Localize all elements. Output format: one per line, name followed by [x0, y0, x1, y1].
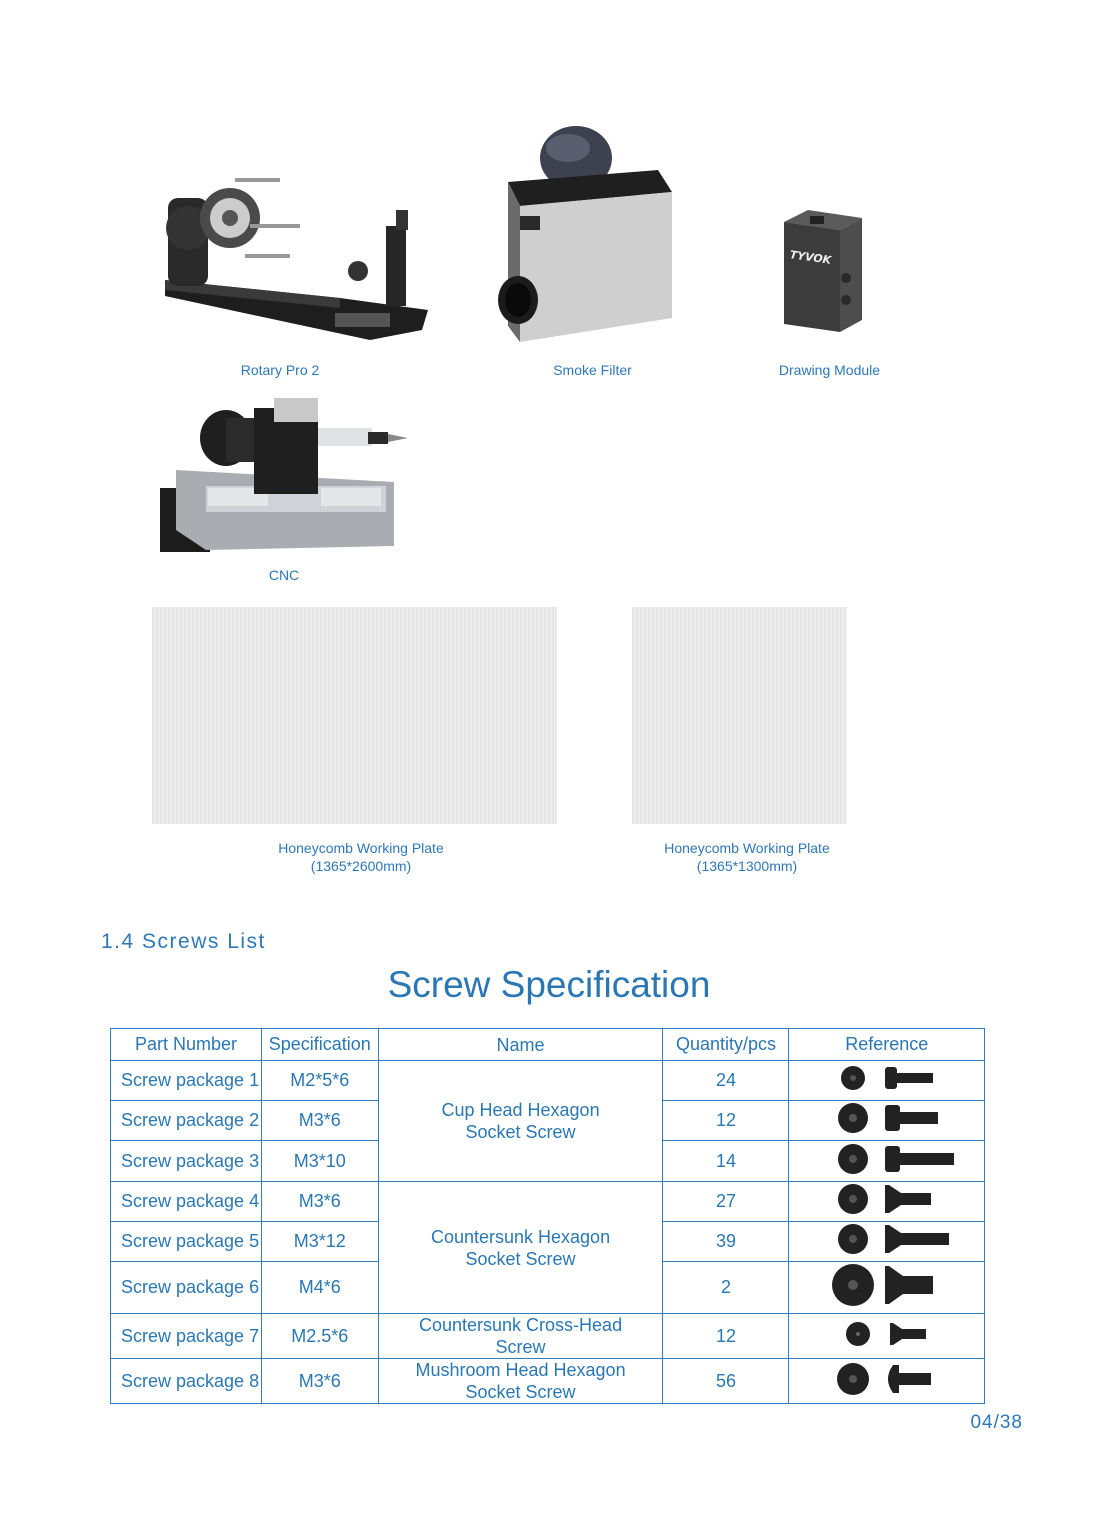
reference-cell [789, 1141, 985, 1182]
rotary-pro-2-image [160, 168, 435, 343]
header-quantity: Quantity/pcs [663, 1029, 789, 1061]
reference-cell [789, 1061, 985, 1101]
page-number: 04/38 [970, 1412, 1023, 1433]
smoke-filter-image [496, 120, 674, 345]
part-cell: Screw package 8 [111, 1359, 262, 1404]
part-cell: Screw package 3 [111, 1141, 262, 1182]
reference-cell [789, 1101, 985, 1141]
spec-cell: M3*6 [261, 1101, 378, 1141]
reference-cell [789, 1262, 985, 1314]
table-row [111, 1314, 985, 1359]
table-row [111, 1061, 985, 1101]
countersunk-screw-icon [822, 1222, 952, 1256]
part-cell: Screw package 1 [111, 1061, 262, 1101]
rotary-pro-2-caption: Rotary Pro 2 [240, 362, 320, 378]
header-reference: Reference [789, 1029, 985, 1061]
section-heading: 1.4 Screws List [101, 930, 266, 953]
tyvok-logo: TYVOK [788, 248, 833, 267]
plate-large-caption [240, 839, 482, 875]
cup-head-screw-icon [817, 1142, 957, 1176]
part-cell: Screw package 6 [111, 1262, 262, 1314]
part-cell: Screw package 7 [111, 1314, 262, 1359]
qty-cell: 12 [663, 1101, 789, 1141]
table-header-row [111, 1029, 985, 1061]
countersunk-screw-icon [827, 1182, 947, 1216]
header-specification: Specification [261, 1029, 378, 1061]
qty-cell: 56 [663, 1359, 789, 1404]
header-name: Name [378, 1029, 663, 1061]
name-cell: Cup Head Hexagon Socket Screw [378, 1061, 663, 1182]
plate-small-label: Honeycomb Working Plate [664, 840, 830, 856]
cup-head-screw-icon [827, 1062, 947, 1094]
spec-cell: M2*5*6 [261, 1061, 378, 1101]
spec-cell: M2.5*6 [261, 1314, 378, 1359]
table-row [111, 1182, 985, 1222]
spec-cell: M4*6 [261, 1262, 378, 1314]
countersunk-screw-icon [827, 1262, 947, 1308]
part-cell: Screw package 4 [111, 1182, 262, 1222]
cnc-image [156, 398, 411, 555]
mushroom-head-screw-icon [827, 1361, 947, 1397]
qty-cell: 27 [663, 1182, 789, 1222]
plate-small-size: (1365*1300mm) [696, 858, 798, 874]
cross-head-screw-icon [832, 1319, 942, 1349]
table-title: Screw Specification [387, 964, 711, 1005]
spec-cell: M3*6 [261, 1182, 378, 1222]
qty-cell: 39 [663, 1222, 789, 1262]
smoke-filter-caption: Smoke Filter [553, 362, 632, 378]
name-cell: Mushroom Head Hexagon Socket Screw [378, 1359, 663, 1404]
name-cell: Countersunk Hexagon Socket Screw [378, 1182, 663, 1314]
qty-cell: 12 [663, 1314, 789, 1359]
reference-cell [789, 1222, 985, 1262]
reference-cell [789, 1314, 985, 1359]
name-cell: Countersunk Cross-Head Screw [378, 1314, 663, 1359]
spec-cell: M3*12 [261, 1222, 378, 1262]
screw-table [110, 1028, 985, 1404]
qty-cell: 24 [663, 1061, 789, 1101]
plate-small-caption [626, 839, 868, 875]
part-cell: Screw package 5 [111, 1222, 262, 1262]
qty-cell: 2 [663, 1262, 789, 1314]
qty-cell: 14 [663, 1141, 789, 1182]
reference-cell [789, 1359, 985, 1404]
drawing-module-caption: Drawing Module [778, 362, 881, 378]
spec-cell: M3*6 [261, 1359, 378, 1404]
spec-cell: M3*10 [261, 1141, 378, 1182]
cnc-caption: CNC [268, 567, 300, 583]
table-row [111, 1359, 985, 1404]
plate-large-size: (1365*2600mm) [310, 858, 412, 874]
cup-head-screw-icon [827, 1101, 947, 1135]
honeycomb-plate-small-image [632, 607, 847, 824]
part-cell: Screw package 2 [111, 1101, 262, 1141]
reference-cell [789, 1182, 985, 1222]
drawing-module-image [780, 208, 864, 333]
header-part-number: Part Number [111, 1029, 262, 1061]
plate-large-label: Honeycomb Working Plate [278, 840, 444, 856]
honeycomb-plate-large-image [152, 607, 557, 824]
